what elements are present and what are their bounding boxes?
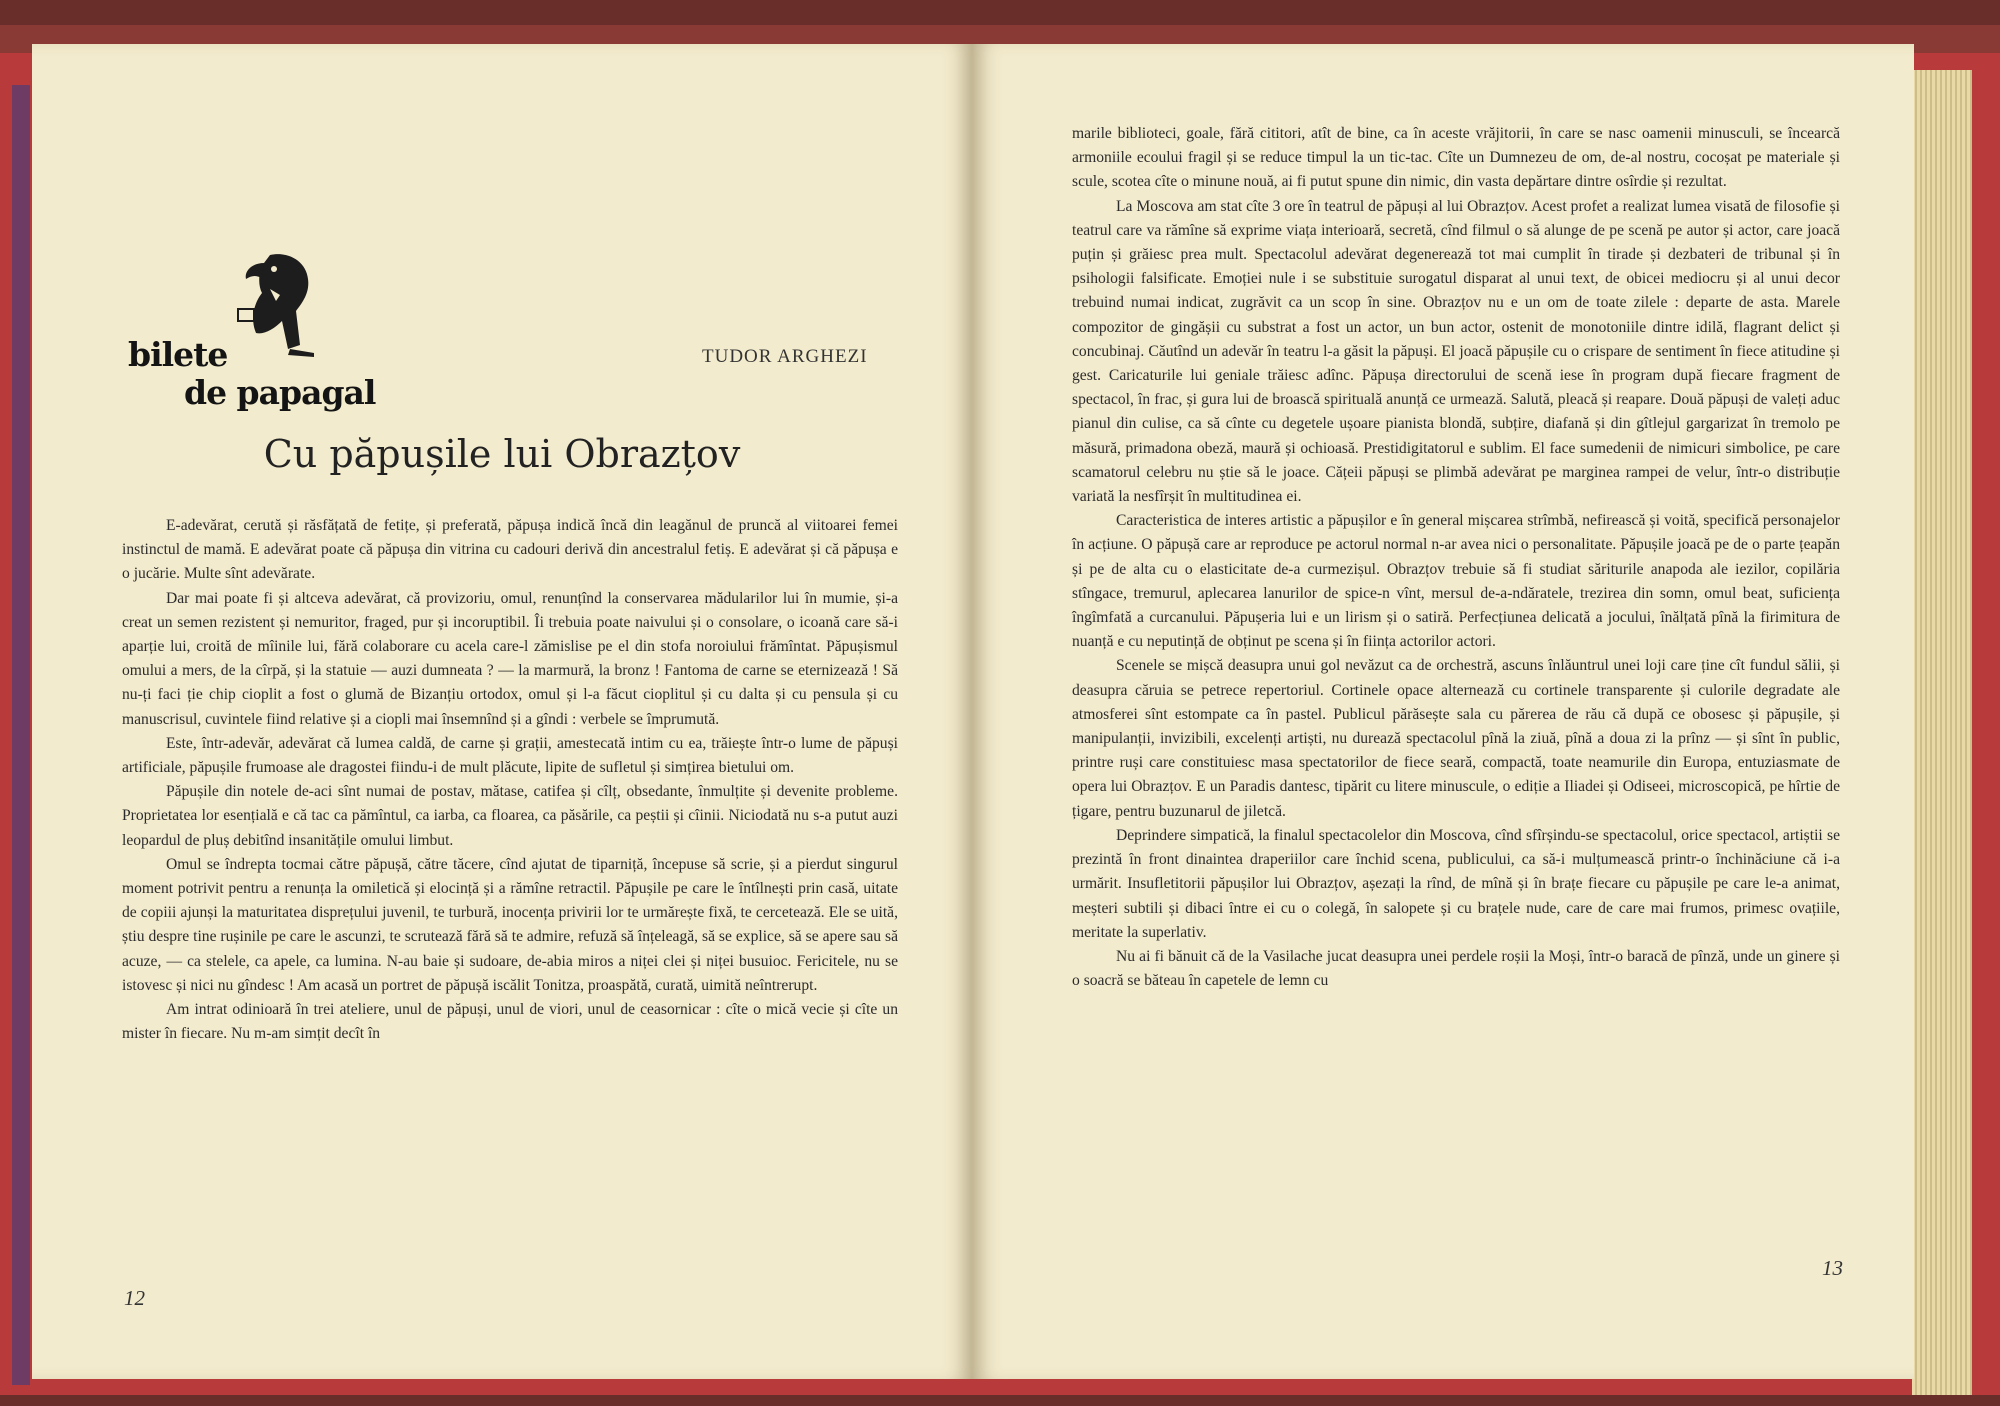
- paragraph: Caracteristica de interes artistic a păpușilor e în general mișcarea strîmbă, nefirească și voită, specifică personajelor în acțiune. O păpușă care ar reproduce pe actorul normal n-ar avea nici o personalitate. Păpușile joacă pe de o parte țeapăn și pe de alta cu o elasticitate de-a curmezișul. Obrazțov trebuie să fi studiat săriturile anapoda ale iezilor, copilăria stîngace, tremurul, aplecarea lanurilor de spice-n vînt, mersul de-a-ndăratele, trezirea din somn, omul beat, suficiența îngîmfată a curcanului. Păpușeria lui e un lirism și o satiră. Perfecțiunea delicată a jocului, înălțată pînă la firimitura de nuanță e cu neputință de obținut pe scena și în ființa actorilor actori.: [1072, 512, 1840, 651]
- paragraph: Nu ai fi bănuit că de la Vasilache jucat deasupra unei perdele roșii la Moși, într-o baracă de pînză, unde un ginere și o soacră se băteau în capetele de lemn cu: [1072, 947, 1840, 990]
- paragraph: Deprindere simpatică, la finalul spectacolelor din Moscova, cînd sfîrșindu-se spectacolul, orice spectacol, artiștii se prezintă în front dinaintea draperiilor care închid scena, publicului, ca să-i mulțumească printr-o închinăciune că i-a urmărit. Insufletitorii păpușilor lui Obrazțov, așezați la rînd, de mînă și în brațe fiecare cu păpușile pe care le-a animat, meșteri subtili și dibaci între ei cu o colegă, în salopete și cu brațele nude, care de care mai frumos, primesc ovațiile, meritate la superlativ.: [1072, 826, 1840, 941]
- paragraph: Omul se îndrepta tocmai către păpușă, către tăcere, cînd ajutat de tiparniță, începuse să scrie, și a pierdut singurul moment potrivit pentru a renunța la omiletică și elocință și a rămîne retractil. Păpușile pe care le întîlnești prin casă, uitate de copiii ajunși la maturitatea disprețului juvenil, te turbură, inocența privirii lor te urmărește fixă, te cercetează. Ele se uită, știu despre tine rușinile pe care le ascunzi, te scrutează fără să te admire, refuză să înțeleagă, să se explice, să se apere sau să acuze, — ca stelele, ca apele, ca lumina. N-au baie și sudoare, de-abia miros a niței clei și niței busuioc. Fericitele, nu se istovesc și nici nu gîndesc ! Am acasă un portret de păpușă iscălit Tonitza, proaspătă, curată, uimită neîntrerupt.: [122, 855, 898, 994]
- paragraph: E-adevărat, cerută și răsfățată de fetițe, și preferată, păpușa indică încă din leagănul de pruncă al viitoarei femei instinctul de mamă. E adevărat poate că păpușa din vitrina cu cadouri derivă din ancestralul fetiș. E adevărat și că păpușa e o jucărie. Multe sînt adevărate.: [122, 517, 898, 583]
- page-number: 12: [124, 1286, 145, 1310]
- page-number: 13: [1822, 1256, 1843, 1280]
- paragraph: Am intrat odinioară în trei ateliere, unul de păpuși, unul de viori, unul de ceasornicar : cîte o mică vecie și cîte un mister în fiecare. Nu m-am simțit decît în: [122, 1001, 898, 1043]
- logo-text-line2: de papagal: [184, 373, 376, 412]
- parrot-icon: [230, 249, 320, 369]
- paragraph: Păpușile din notele de-aci sînt numai de postav, mătase, catifea și cîlț, obsedante, înmulțite și devenite probleme. Proprietatea lor esențială e că tac ca pămîntul, ca iarba, ca floarea, ca păsările, ca peștii și cîinii. Niciodată nu s-a putut auzi leopardul de pluș debitînd insanitățile omului limbut.: [122, 783, 898, 849]
- paragraph: Este, într-adevăr, adevărat că lumea caldă, de carne și grații, amestecată intim cu ea, trăiește într-o lume de păpuși artificiale, păpușile frumoase ale dragostei fiindu-i de mult plăcute, lipite de sufletul și simțirea bietului om.: [122, 734, 898, 777]
- left-page: [32, 44, 972, 1379]
- article-title: Cu păpușile lui Obrazțov: [263, 432, 741, 476]
- right-page-text: [1072, 122, 1840, 993]
- cover-spine-strip: [12, 85, 30, 1385]
- paragraph: Dar mai poate fi și altceva adevărat, că provizoriu, omul, renunțînd la conservarea mădularilor lui în mumie, și-a creat un semen rezistent și nemuritor, fraged, pur și incoruptibil. Îi trebuia poate naivului și o consolare, o icoană care să-i aparție lui, croită de mîinile lui, fără colaborare cu acela care-l zămislise pe el din stofa noroiului frămîntat. Păpușismul omului a mers, de la cîrpă, și la statuie — auzi dumneata ? — la marmură, la bronz ! Fantoma de carne se eternizează ! Să nu-ți faci ție chip cioplit a fost o glumă de Bizanțiu ortodox, omul și l-a făcut cioplitul și cu dalta și cu pensula și cu manuscrisul, cuvintele fiind relative și a ciopli mai însemnînd și a gîndi : verbele se împrumută.: [122, 589, 898, 728]
- paragraph: La Moscova am stat cîte 3 ore în teatrul de păpuși al lui Obrazțov. Acest profet a realizat lumea visată de filosofie și teatrul care va rămîne să exprime viața interioară, secretă, cînd filmul o să alunge de pe scenă pe autor și actor, care joacă puțin și grăiesc prea mult. Spectacolul adevărat degenerează tot mai cumplit în tirade și dezbateri de tribunal și în psihologii falsificate. Emoției nule i se substituie surogatul disparat al unui text, de obicei mediocru și al unui decor trebuind numai indicat, zugrăvit ca un scop în sine. Obrazțov nu e un om de toate zilele : departe de asta. Marele compozitor de gingășii cu substrat a fost un actor, un bun actor, ostenit de monotoniile dintre idilă, flagrant delict și concubinaj. Căutînd un adevăr în teatru l-a găsit la păpuși. El joacă păpușile cu o crispare de sentiment în fiece atitudine și gest. Caricaturile lui geniale trăiesc adînc. Păpușa directorului de scenă iese în program după fiecare fragment de spectacol, în frac, și gura lui de broască spirituală anunță ce urmează. Salută, pleacă și reapare. Două păpuși de valeți aduc pianul din culise, ca să cînte cu degetele ușoare pianista blondă, subțire, diafană și din gîtlejul gargarizat în tremolo pe măsură, primadona obeză, maură și ochioasă. Prestidigitatorul e sublim. El face sumedenii de nimicuri simbolice, pe care scamatorul celebru nu știe să le joace. Cățeii păpuși se plimbă adevărat pe marginea rampei de velur, într-o distribuție variată la nesfîrșit în multitudinea ei.: [1072, 197, 1840, 506]
- logo-text-line1: bilete: [128, 335, 228, 374]
- paragraph: marile biblioteci, goale, fără cititori, atît de bine, ca în aceste vrăjitorii, în care se nasc oamenii minusculi, se încearcă armoniile ecoului fragil și se reduce timpul la un tic-tac. Cîte un Dumnezeu de om, de-al nostru, cocoșat pe materiale și scule, scotea cîte o minune nouă, ai fi putut spune din nimic, din vasta depărtare dintre osîrdie și rezultat.: [1072, 125, 1840, 191]
- paragraph: Scenele se mișcă deasupra unui gol nevăzut ca de orchestră, ascuns înlăuntrul unei loji care ține cît fundul sălii, și deasupra căruia se petrece repertoriul. Cortinele opace alternează cu cortinele transparente și culorile degradate ale atmosferei sînt estompate ca în pastel. Publicul părăsește sala cu părerea de rău că după ce obosesc și păpușile, și manipulanții, invizibili, excelenți artiști, nu durează spectacolul pînă la ziuă, pînă a doua zi la prînz — și sînt în public, printre ruși care constituiesc masa spectatorilor de fiece seară, compactă, toate neamurile din Europa, entuziasmate de opera lui Obrazțov. E un Paradis dantesc, tipărit cu litere minuscule, o ediție a Iliadei și Odiseei, microscopică, pe hîrtie de țigare, pentru buzunarul de jiletcă.: [1072, 657, 1840, 820]
- right-page: [972, 44, 1914, 1379]
- left-page-text: [122, 514, 898, 1046]
- column-logo: [120, 249, 390, 419]
- author-name: TUDOR ARGHEZI: [702, 346, 868, 367]
- page-edges: [1912, 70, 1972, 1395]
